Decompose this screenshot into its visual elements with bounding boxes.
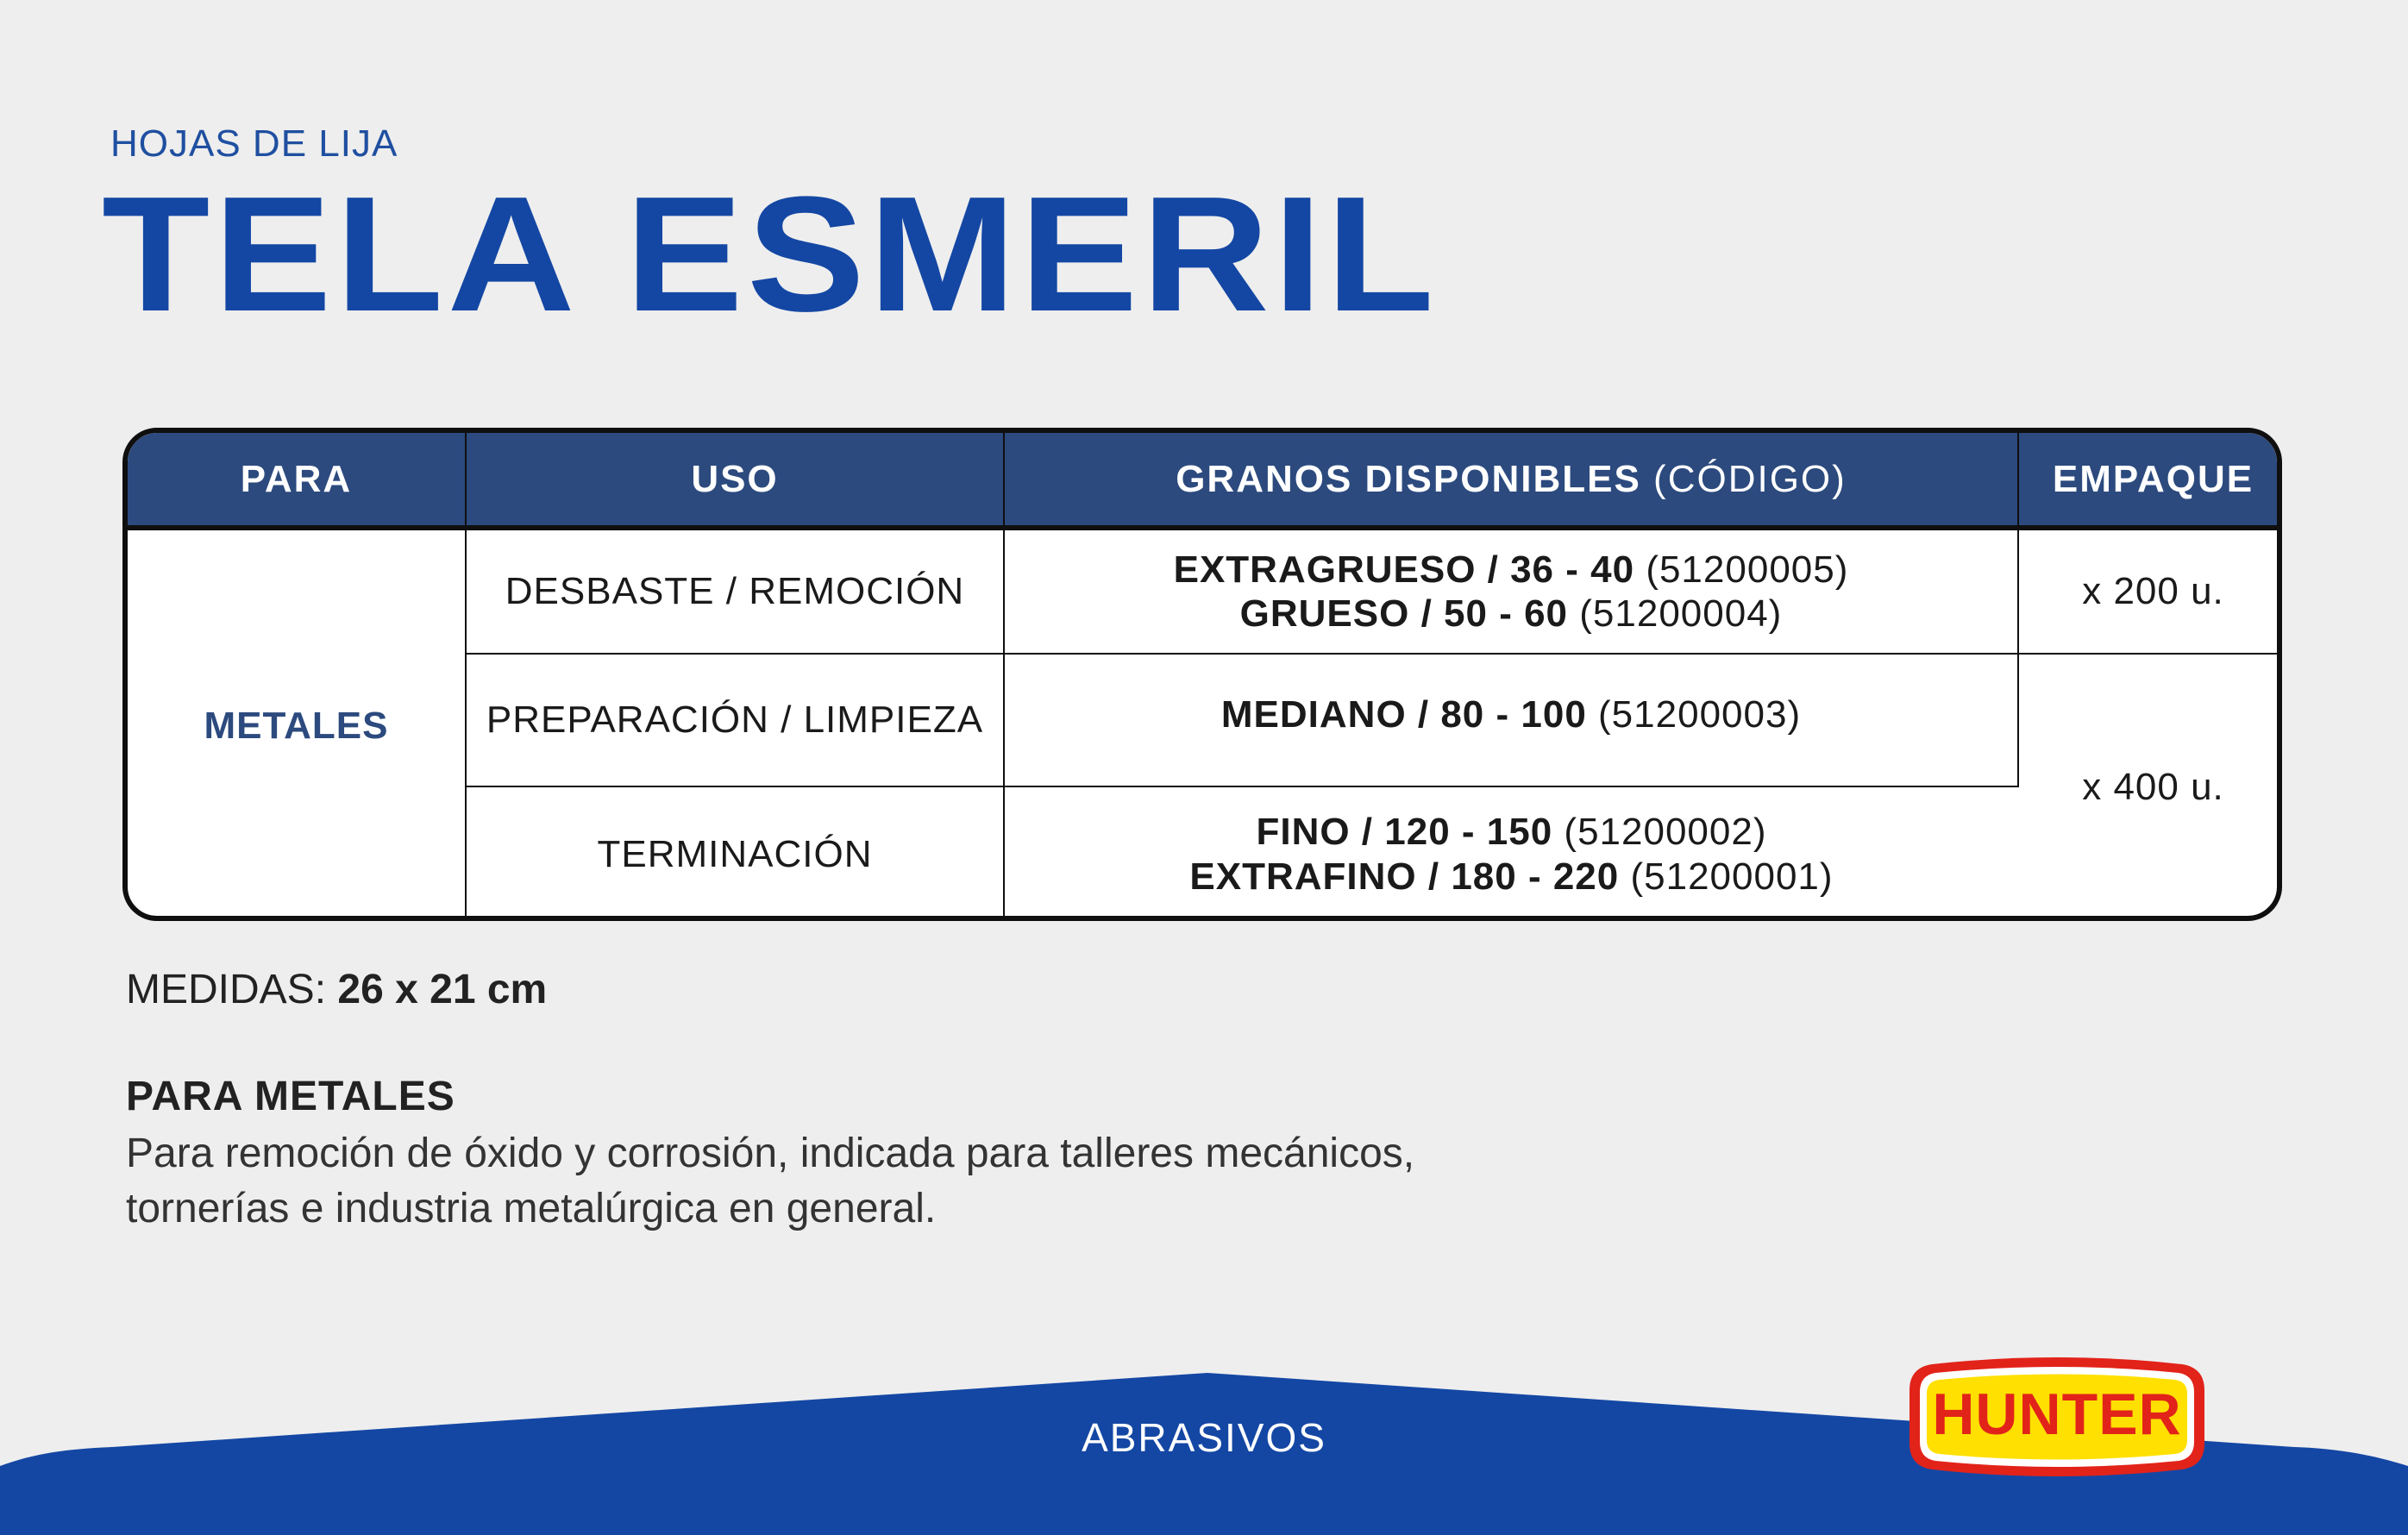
- description-heading: PARA METALES: [126, 1074, 455, 1119]
- grain-line: [1005, 548, 2017, 592]
- category-kicker: HOJAS DE LIJA: [110, 122, 398, 165]
- grain-line: [1005, 592, 2017, 636]
- hunter-logo-text: HUNTER: [1932, 1382, 2182, 1447]
- empaque-cell: x 400 u.: [2018, 654, 2282, 921]
- measurements: [126, 966, 547, 1013]
- footer-section-label: ABRASIVOS: [1082, 1415, 1326, 1460]
- para-cell: METALES: [128, 528, 466, 921]
- grain-label: EXTRAGRUESO / 36 - 40: [1173, 548, 1635, 591]
- header-granos: [1004, 433, 2018, 528]
- grain-line: [1005, 855, 2018, 899]
- grains-cell: [1004, 654, 2018, 786]
- empaque-cell: x 200 u.: [2018, 528, 2282, 654]
- grain-label: EXTRAFINO / 180 - 220: [1189, 855, 1620, 898]
- uso-cell: PREPARACIÓN / LIMPIEZA: [466, 654, 1004, 786]
- grain-label: MEDIANO / 80 - 100: [1220, 693, 1587, 736]
- header-granos-code: (CÓDIGO): [1653, 457, 1847, 500]
- header-para: PARA: [128, 433, 466, 528]
- measurements-value: 26 x 21 cm: [337, 967, 548, 1012]
- product-table: [122, 428, 2282, 921]
- page-title: TELA ESMERIL: [102, 163, 1439, 346]
- description-body: [126, 1126, 1765, 1237]
- grain-label: FINO / 120 - 150: [1256, 811, 1553, 854]
- measurements-label: MEDIDAS:: [126, 967, 327, 1012]
- table-header-row: [128, 433, 2282, 528]
- grain-line: [1005, 692, 2017, 736]
- grains-cell: [1004, 528, 2018, 654]
- description-line: Para remoción de óxido y corrosión, indicada para talleres mecánicos,: [126, 1131, 1415, 1176]
- grain-code: (51200001): [1630, 855, 1834, 898]
- grain-code: (51200005): [1646, 548, 1849, 591]
- uso-cell: DESBASTE / REMOCIÓN: [466, 528, 1004, 654]
- header-empaque: EMPAQUE: [2018, 433, 2282, 528]
- uso-cell: TERMINACIÓN: [466, 786, 1004, 921]
- description-line: tornerías e industria metalúrgica en general.: [126, 1186, 937, 1231]
- header-granos-bold: GRANOS DISPONIBLES: [1176, 457, 1641, 500]
- grain-line: [1005, 810, 2018, 854]
- grain-code: (51200004): [1579, 592, 1783, 635]
- header-uso: USO: [466, 433, 1004, 528]
- grain-code: (51200003): [1598, 693, 1802, 736]
- grains-cell: [1004, 786, 2018, 921]
- grain-label: GRUESO / 50 - 60: [1239, 592, 1569, 635]
- grain-code: (51200002): [1564, 811, 1767, 854]
- table-row: [128, 528, 2282, 654]
